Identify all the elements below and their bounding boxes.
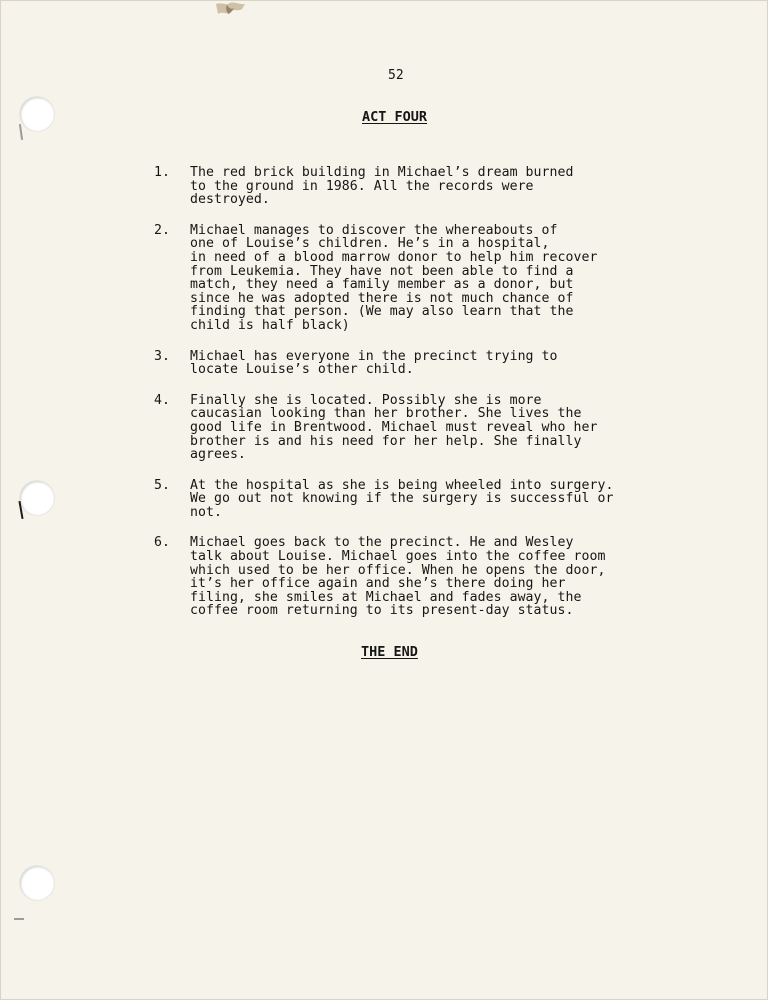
outline-item-3 — [154, 350, 664, 377]
binder-hole-top — [20, 97, 54, 131]
plot-outline-list — [154, 166, 664, 635]
outline-item-number: 3. — [154, 348, 170, 364]
outline-item-text: Michael has everyone in the precinct trying to locate Louise’s other child. — [190, 348, 558, 378]
outline-item-text: The red brick building in Michael’s dream burned to the ground in 1986. All the records were destroyed. — [190, 165, 574, 208]
margin-mark-top — [19, 124, 23, 140]
outline-item-1 — [154, 166, 664, 207]
page-number: 52 — [388, 68, 404, 83]
outline-item-number: 5. — [154, 477, 170, 493]
outline-item-number: 2. — [154, 222, 170, 238]
outline-item-5 — [154, 479, 664, 520]
outline-item-text: Michael manages to discover the whereabouts of one of Louise’s children. He’s in a hospital, in need of a blood marrow donor to help him recover from Leukemia. They have not been able to find a match, they need a family member as a donor, but since he was adopted there is not much chance of finding that person. (We may also learn that the child is half black) — [190, 222, 598, 333]
outline-item-number: 1. — [154, 165, 170, 180]
outline-item-text: Finally she is located. Possibly she is more caucasian looking than her brother. She lives the good life in Brentwood. Michael must reveal who her brother is and his need for her help. She finally agrees. — [190, 392, 598, 463]
binder-hole-bottom — [20, 866, 54, 900]
end-heading: THE END — [361, 644, 418, 660]
act-heading: ACT FOUR — [362, 109, 428, 125]
outline-item-number: 6. — [154, 535, 170, 551]
paper-tear-mark — [214, 0, 248, 18]
outline-item-2 — [154, 224, 664, 333]
outline-item-4 — [154, 394, 664, 462]
outline-item-6 — [154, 536, 664, 618]
outline-item-number: 4. — [154, 392, 170, 408]
margin-mark-bottom — [14, 918, 24, 920]
binder-hole-middle — [20, 481, 54, 515]
outline-item-text: Michael goes back to the precinct. He and Wesley talk about Louise. Michael goes into the coffee room which used to be her office. When he opens the door, it’s her office again and she’s there doing her filing, she smiles at Michael and fades away, the coffee room returning to its present-day status. — [190, 535, 606, 619]
outline-item-text: At the hospital as she is being wheeled into surgery. We go out not knowing if the surgery is successful or not. — [190, 477, 614, 520]
